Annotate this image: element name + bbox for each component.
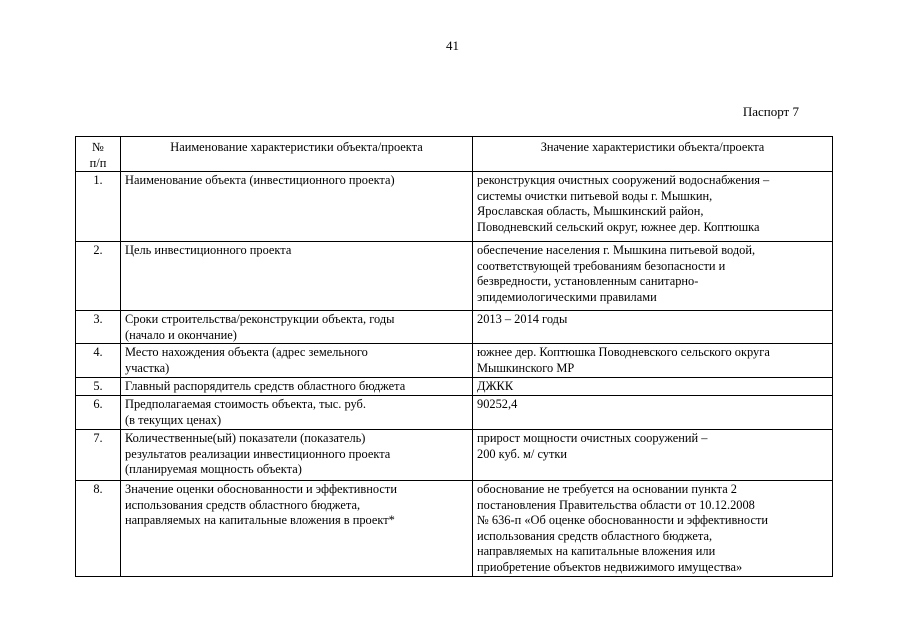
row-name: Место нахождения объекта (адрес земельного участка): [121, 344, 473, 378]
row-number: 6.: [76, 395, 121, 429]
table-row: [76, 429, 833, 480]
row-name: Предполагаемая стоимость объекта, тыс. руб. (в текущих ценах): [121, 395, 473, 429]
row-value: обоснование не требуется на основании пункта 2 постановления Правительства области от 10.12.2008 № 636-п «Об оценке обоснованности и эффективности использования средств областного бюджета, направляемых на капитальные вложения или приобретение объектов недвижимого имущества»: [473, 480, 833, 576]
table-row: [76, 344, 833, 378]
row-name: Количественные(ый) показатели (показатель) результатов реализации инвестиционного проекта (планируемая мощность объекта): [121, 429, 473, 480]
row-value: реконструкция очистных сооружений водоснабжения – системы очистки питьевой воды г. Мышкин, Ярославская область, Мышкинский район, Поводневский сельский округ, южнее дер. Коптюшка: [473, 172, 833, 242]
row-name: Цель инвестиционного проекта: [121, 242, 473, 311]
header-characteristic-name: Наименование характеристики объекта/проекта: [121, 137, 473, 172]
table-row: [76, 311, 833, 344]
passport-label: Паспорт 7: [742, 104, 799, 119]
row-value: ДЖКК: [473, 378, 833, 396]
row-number: 4.: [76, 344, 121, 378]
table-row: [76, 242, 833, 311]
passport-table: [75, 136, 833, 577]
header-characteristic-value: Значение характеристики объекта/проекта: [473, 137, 833, 172]
row-name: Значение оценки обоснованности и эффективности использования средств областного бюджета, направляемых на капитальные вложения в проект*: [121, 480, 473, 576]
table-row: [76, 378, 833, 396]
row-name: Главный распорядитель средств областного бюджета: [121, 378, 473, 396]
row-name: Наименование объекта (инвестиционного проекта): [121, 172, 473, 242]
row-number: 7.: [76, 429, 121, 480]
row-value: обеспечение населения г. Мышкина питьевой водой, соответствующей требованиям безопасности и безвредности, установленным санитарно- эпидемиологическими правилами: [473, 242, 833, 311]
table-row: [76, 480, 833, 576]
row-value: 90252,4: [473, 395, 833, 429]
row-number: 5.: [76, 378, 121, 396]
row-value: прирост мощности очистных сооружений – 200 куб. м/ сутки: [473, 429, 833, 480]
header-number: № п/п: [76, 137, 121, 172]
table-row: [76, 395, 833, 429]
page-number: 41: [446, 38, 459, 53]
row-value: южнее дер. Коптюшка Поводневского сельского округа Мышкинского МР: [473, 344, 833, 378]
row-number: 2.: [76, 242, 121, 311]
table-header-row: [76, 137, 833, 172]
row-number: 8.: [76, 480, 121, 576]
row-number: 1.: [76, 172, 121, 242]
row-value: 2013 – 2014 годы: [473, 311, 833, 344]
table-row: [76, 172, 833, 242]
row-number: 3.: [76, 311, 121, 344]
row-name: Сроки строительства/реконструкции объекта, годы (начало и окончание): [121, 311, 473, 344]
